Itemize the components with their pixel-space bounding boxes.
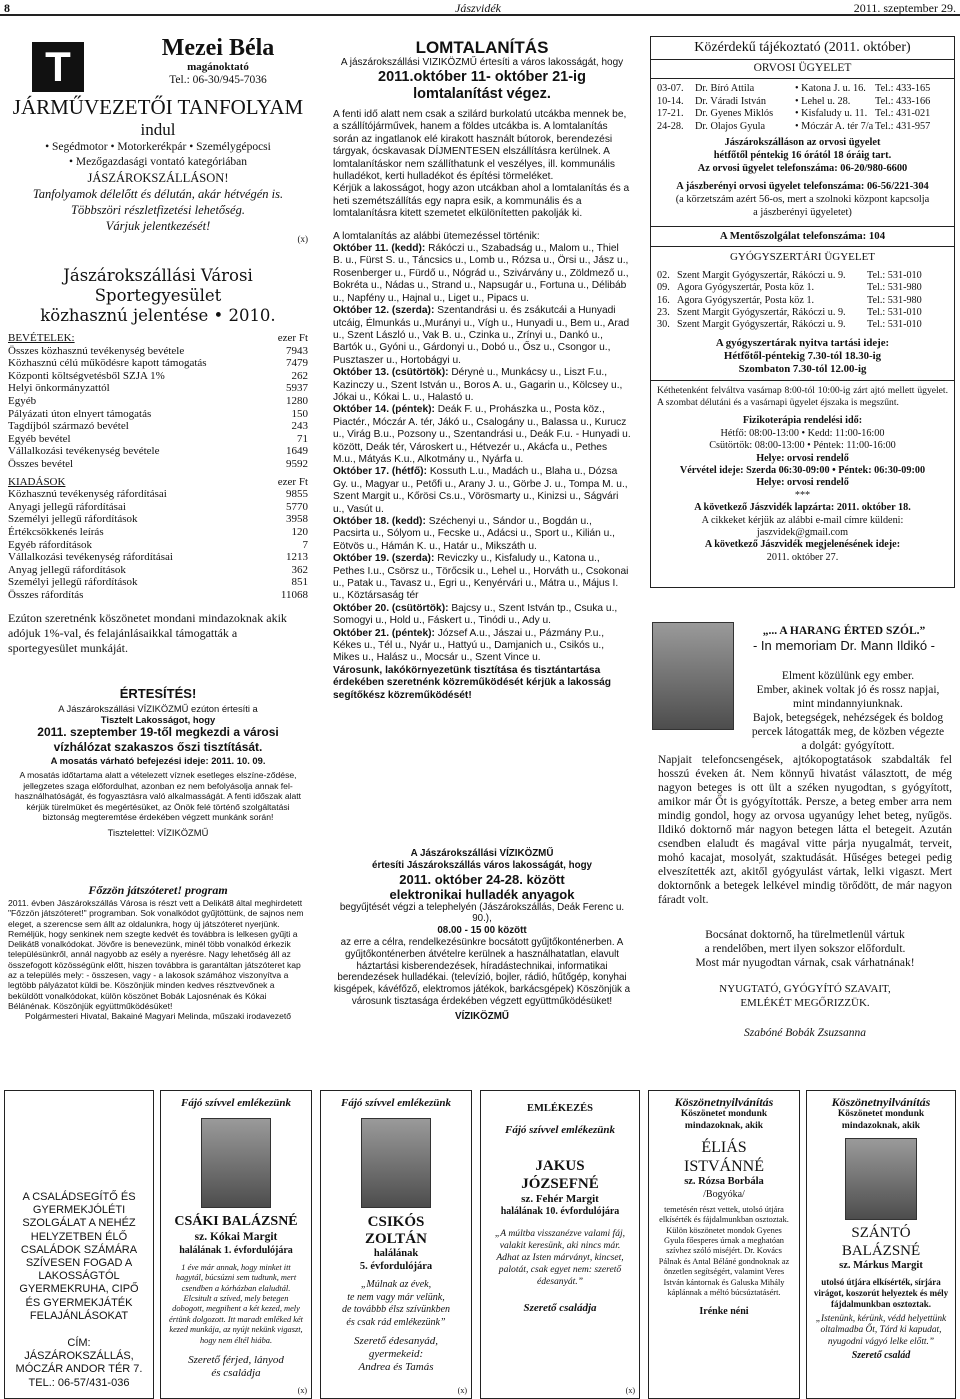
unit-label: ezer Ft xyxy=(277,475,308,488)
ad-mark: (x) xyxy=(457,1386,467,1396)
ewaste-sign: VÍZIKÖZMŰ xyxy=(455,1010,509,1022)
obituary-maiden: sz. Fehér Margit xyxy=(521,1192,599,1205)
physio-info: Fizikoterápia rendelési idő: xyxy=(742,415,863,427)
pharmacy-day: 23. xyxy=(657,306,670,318)
thanks-2 xyxy=(806,1090,956,1399)
income-row xyxy=(8,370,308,383)
thanks-nickname: /Bogyóka/ xyxy=(703,1188,745,1200)
schedule-item xyxy=(333,243,631,305)
thanks-heading: Köszönetnyilvánítás xyxy=(674,1095,774,1109)
pharmacy-day: 02. xyxy=(657,269,670,281)
thanks-name: SZÁNTÓ xyxy=(851,1225,911,1242)
income-row xyxy=(8,433,308,446)
ewaste-line: elektronikai hulladék anyagok xyxy=(389,886,575,902)
pharmacy-phone: Tel.: 531-980 xyxy=(867,282,922,294)
income-row-label: Összes közhasznú tevékenység bevétele xyxy=(8,344,185,357)
obituary-name: JAKUS xyxy=(535,1157,585,1174)
memoriam-title: - In memoriam Dr. Mann Ildikó - xyxy=(752,638,936,653)
next-issue-info: A következő Jászvidék lapzárta: 2011. október 18. xyxy=(694,502,911,514)
portrait-photo xyxy=(201,1118,271,1208)
expense-row-value: 851 xyxy=(291,576,308,589)
expense-row-label: Személyi jellegű ráfordítások xyxy=(8,513,138,526)
expense-row xyxy=(8,576,308,589)
pharmacy-phone: Tel.: 531-980 xyxy=(867,294,922,306)
obituary-poem: „Múlnak az évek, te nem vagy már velünk, de továbbb élsz szívünkben és csak rád emlékezünk” xyxy=(341,1279,451,1328)
obituary-anniversary: 5. évfordulójára xyxy=(359,1260,433,1272)
expense-row-label: Anyag jellegű ráfordítások xyxy=(8,563,126,576)
duty-heading: ORVOSI ÜGYELET xyxy=(651,59,954,79)
memoriam-body: Napjait telefoncsengések, ajtókopogtatások szabdalták fel hosszú éveken át. Nem könnyű hivatást választott, de még nagyon beteges is ott ült a széken nyugodtan, s gyógyított, amikor már Őt is gyógyították. Persze, a beteg ember arra nem mindig gondol, hogy az orvosa ugyanúgy lehet beteg, nyűgös. Ildikó doktornő már nagyon betegen látta el betegeit. Azután csendben elaludt és magával vitte párja nyugalmát, terveit, mohó kacajat, mosolyát, szaktudását. Hűséges betegei pedig elveszítették azt, akitől gyógyulást vártak, lelki vigaszt. Mert doktornőnk a betegek lelkével mindig törődött, de már nagyon fáradt volt. xyxy=(658,754,952,906)
duty-phone: Tel.: 431-957 xyxy=(875,121,931,133)
duty-info: A jászberényi orvosi ügyelet telefonszáma: 06-56/221-304 xyxy=(676,181,929,193)
portrait-photo xyxy=(845,1138,917,1220)
schedule-list xyxy=(333,243,631,665)
income-row xyxy=(8,445,308,458)
duty-doctor: Dr. Váradi István xyxy=(695,95,767,107)
memoriam-end: NYUGTATÓ, GYÓGYÍTÓ SZAVAIT, EMLÉKÉT MEGŐRIZZÜK. xyxy=(719,983,891,1009)
expense-row-label: Anyagi jellegű ráfordításai xyxy=(8,500,126,513)
schedule-day: Október 17. (hétfő): xyxy=(333,466,427,478)
portrait-photo xyxy=(652,622,734,730)
income-row-value: 71 xyxy=(297,432,308,445)
next-issue-info: A cikkeket kérjük az alábbi e-mail címre küldeni: xyxy=(701,514,904,526)
obituary-2 xyxy=(320,1090,472,1399)
expense-row-value: 3958 xyxy=(286,513,308,526)
family-text: A CSALÁDSEGÍTŐ ÉS GYERMEKJÓLÉTI SZOLGÁLAT A NEHÉZ HELYZETBEN ÉLŐ CSALÁDOK SZÁMÁRA SZÍVESEN FOGAD A LAKOSSÁGTÓL GYERMEKRUHA, CIPŐ ÉS GYERMEKJÁTÉK FELAJÁNLÁSOKAT xyxy=(19,1191,139,1322)
pharmacy-row xyxy=(657,307,948,319)
physio-info: Csütörtök: 08:00-13:00 • Péntek: 11:00-16:00 xyxy=(709,440,896,452)
course-info: Többszöri részletfizetési lehetőség. xyxy=(71,203,245,217)
garbage-line: A jászárokszállási VIZIKÖZMŰ értesíti a város lakosságát, hogy xyxy=(340,57,624,68)
thanks-name: BALÁZSNÉ xyxy=(841,1243,921,1260)
cook-title: Főzzön játszóteret! program xyxy=(88,883,228,897)
schedule-day: Október 18. (kedd): xyxy=(333,516,426,527)
memoriam-poem: Elment közülünk egy ember. Ember, akinek voltak jó és rossz napjai, mint mindannyiunknak. Bajok, betegségek, nehézségek és boldog percek látogatták meg, de közben végezte a dolgát: gyógyított. xyxy=(751,670,945,752)
duty-info: a jászberényi ügyeletet) xyxy=(753,206,852,218)
income-row-value: 150 xyxy=(291,407,308,420)
schedule-day: Október 19. (szerda): xyxy=(333,553,435,565)
schedule-day: Október 13. (csütörtök): xyxy=(333,367,449,379)
expense-row-value: 11068 xyxy=(280,588,308,601)
pharmacy-row xyxy=(657,270,948,282)
income-row-label: Összes bevétel xyxy=(8,457,74,470)
obituary-3 xyxy=(480,1090,640,1399)
expense-row-label: Vállalkozási tevékenység ráfordításai xyxy=(8,551,173,564)
schedule-streets: Szentandrási u. és zsákutcái a Hunyadi utcáig, Élmunkás u.,Murányi u., Vígh u., Hunyadi u., Bem u., Arad u., Szent László u., Vak B. u., Czinka u., Zrínyi u., Dankó u., Bartók u., Gyóni u., Gárdonyi u., Dobó u., Ősz u., Csongor u., Pusztaszer u., Hortobágyi u. xyxy=(333,305,630,366)
pharmacy-hours: Szombaton 7.30-tól 12.00-ig xyxy=(738,363,867,376)
obituary-name: CSÁKI BALÁZSNÉ xyxy=(174,1214,298,1230)
thanks-sign: Irénke néni xyxy=(699,1306,749,1318)
expense-row xyxy=(8,488,308,501)
income-row xyxy=(8,357,308,370)
thanks-maiden: sz. Márkus Margit xyxy=(839,1260,923,1272)
duty-address: • Kisfaludy u. 11. xyxy=(795,108,868,120)
schedule-day: Október 12. (szerda): xyxy=(333,305,435,317)
thanks-sub: mindazoknak, akik xyxy=(684,1120,764,1131)
blood-info: Vérvétel ideje: Szerda 06:30-09:00 • Péntek: 06:30-09:00 xyxy=(679,465,926,477)
category-line: • Mezőgazdasági vontató kategóriában xyxy=(68,156,248,168)
expense-row-value: 7 xyxy=(302,538,308,551)
notice-line: vízhálózat szakaszos őszi tisztítását. xyxy=(53,740,263,754)
course-title: JÁRMŰVEZETŐI TANFOLYAM xyxy=(12,95,304,119)
obituary-heading: Fájó szívvel emlékezünk xyxy=(505,1123,615,1136)
thanks-name: ÉLIÁS xyxy=(701,1139,747,1157)
info-title: Közérdekű tájékoztató (2011. október) xyxy=(694,40,911,55)
obituary-anniversary: halálának xyxy=(373,1248,419,1260)
course-info: Várjuk jelentkezését! xyxy=(105,219,211,233)
garbage-notice xyxy=(333,38,631,702)
income-row-label: Helyi önkormányzattól xyxy=(8,382,110,395)
sport-title-2: közhasznú jelentése • 2010. xyxy=(40,306,276,325)
schedule-item xyxy=(333,603,631,628)
expense-row-value: 362 xyxy=(291,563,308,576)
expense-row-value: 9855 xyxy=(286,488,308,501)
pharmacy-heading: GYÓGYSZERTÁRI ÜGYELET xyxy=(729,250,876,263)
expense-row-value: 120 xyxy=(291,525,308,538)
income-row xyxy=(8,345,308,358)
cook-body: 2011. évben Jászárokszállás Városa is részt vett a Delikát8 által meghirdetett "Főzzön játszóteret!" programban. Sok vonalkódot gyűjtöttünk, de sajnos nem eleget, a szerencse sem állt az oldalunkra, hogy új játszóteret nyerjünk. Reméljük, hogy senkinek nem szegte kedvét és továbbra is lelkesen gyűjti a Delikát8 vonalkódokat. Jövőre is benevezünk, minél több vonalkód érkezik településünkről, annál nagyobb az esély a nyerésre. Nagy lehetőség áll az összefogott közösségünk előtt, hiszen továbbra is garantáltan játszóteret kap az a település mely: - összesen, vagy - a lakosok számához viszonyítva a legtöbb pályázatot küldi be. Köszönjük minden kedves résztvevőnek a beküldött vonalkódokat, külön köszönet Bobák Lajosnénak és Kókai Bélánénak. Köszönjük együttműködésüket! xyxy=(8,898,304,1011)
expense-row-label: Egyéb ráfordítások xyxy=(8,538,92,551)
duty-phone: Tel.: 433-166 xyxy=(875,95,931,107)
pharmacy-name: Szent Margit Gyógyszertár, Rákóczi u. 9. xyxy=(677,319,846,331)
expense-row-value: 1213 xyxy=(286,551,308,564)
cook-playground xyxy=(8,882,308,1058)
pharmacy-hours: A gyógyszertárak nyitva tartási ideje: xyxy=(715,337,890,350)
income-row-label: Egyéb bevétel xyxy=(8,432,71,445)
income-row-label: Egyéb xyxy=(8,394,37,407)
duty-row xyxy=(657,83,948,96)
notice-title: ÉRTESÍTÉS! xyxy=(119,686,197,701)
duty-row xyxy=(657,121,948,134)
duty-days: 17-21. xyxy=(657,108,684,120)
schedule-streets: József A.u., Jászai u., Pázmány P.u., Kékes u., Tél u., Nyár u., Hattyú u., Damjanich u., Csikós u., Mikes u., Halász u., Mocsár u., Szent Vince u. xyxy=(333,627,605,664)
ambulance-phone: A Mentőszolgálat telefonszáma: 104 xyxy=(651,226,954,247)
schedule-day: Október 21. (péntek): xyxy=(333,627,435,639)
schedule-item xyxy=(333,305,631,367)
sport-report xyxy=(8,266,308,656)
expense-heading: KIADÁSOK xyxy=(8,475,66,488)
next-issue-info: A következő Jászvidék megjelenésének ideje: xyxy=(704,539,901,551)
expense-row-label: Személyi jellegű ráfordítások xyxy=(8,576,138,589)
obituary-poem: 1 éve már annak, hogy minket itt hagytál, búcsúzni sem tudtunk, mert csendben a kórházban elaludtál. Elcsitult a szíved, mely betegen dobogott, megpihent a két kezed, mely értünk dolgozott. Itt maradt emléked két kezed munkája, az nyújt nekünk vigaszt, hogy nem éltél hiába. xyxy=(169,1262,303,1345)
thanks-heading: Köszönetnyilvánítás xyxy=(831,1095,931,1109)
unit-label: ezer Ft xyxy=(277,332,308,344)
garbage-paragraph: A fenti idő alatt nem csak a szilárd burkolatú utcákba mennek be, a szállítójárművek, hanem a földes utcákba is. A lomtalanítás során az ingatlanok elé kirakott használt bútorok, berendezési tárgyak, ócskavasak DÍJMENTESEN elszállításra kerülnek. A lomtalanításkor nem szállíthatunk el veszélyes, ill. kommunális hulladékot, kerti hulladékot és építési törmeléket. xyxy=(333,109,627,183)
issue-date: 2011. szeptember 29. xyxy=(853,1,956,15)
income-row xyxy=(8,420,308,433)
sport-thanks: Ezúton szeretnénk köszönetet mondani mindazoknak akik adójuk 1%-val, és felajánlásaikkal támogatták a sportegyesület munkáját. xyxy=(8,611,287,656)
course-info: Tanfolyamok délelőtt és délután, akár hétvégén is. xyxy=(32,187,284,201)
thanks-sub: Köszönetet mondunk xyxy=(680,1109,768,1120)
duty-info: Jászárokszálláson az orvosi ügyelet xyxy=(724,136,881,148)
water-notice xyxy=(8,685,308,863)
e-waste-notice xyxy=(333,848,631,1044)
income-row-label: Közhasznú célú működésre kapott támogatás xyxy=(8,357,207,370)
schedule-streets: Rákóczi u., Szabadság u., Malom u., Thiel B. u., Fürst S. u., Táncsics u., Lomb u., Rózsa u., Örsi u., Jász u., Rosenberger u., Fürdő u., Nógrád u., Szivárvány u., Zöldmező u., Bokréta u., Nádas u., Strand u., Napsugár u., Fortuna u., Délibáb u., Napfény u., Hajnal u., Liget u., Pipacs u. xyxy=(333,243,629,304)
schedule-item xyxy=(333,404,631,466)
ewaste-line: értesíti Jászárokszállás város lakosságát, hogy xyxy=(372,859,592,871)
schedule-streets: Dérynė u., Munkácsy u., Liszt F.u., Kazinczy u., Szent István u., Boros A. u., Gagarin u., Kölcsey u., Jókai u., Kókai L. u., Halastó u. xyxy=(333,367,623,403)
ewaste-line: 08.00 - 15 00 között xyxy=(437,925,527,937)
income-row-value: 243 xyxy=(291,420,308,433)
schedule-streets: Deák F. u., Prohászka u., Posta köz., Piactér., Móczár A. tér, Jákó u., Csalogány u., Balassa u., Kurucz u., Virág B.u., Pozsony u., Szentandrási u., Deák F.u. - Hunyadi u. között, Deák tér, Városkert u., Hétvezér u., Akácfa u., Pethes M.u., Mátyás K.u., Alkotmány u., Nyárfa u. xyxy=(333,404,631,465)
cook-sign: Polgármesteri Hivatal, Bakainé Magyari Melinda, műszaki irodavezető xyxy=(24,1011,292,1022)
pharmacy-note: Kéthetenként felváltva vasárnap 8:00-tól 10:00-ig zárt ajtó mellett ügyelet. A szombat délutáni és a vasárnapi ügyelet éjszaka is megszűnt. xyxy=(651,380,954,411)
duty-row xyxy=(657,108,948,121)
thanks-poem: „Istenünk, kérünk, védd helyettünk oltalmadba Őt, Tárd ki kapudat, nyugodni vágyó lelke előtt.” xyxy=(815,1313,947,1347)
pharmacy-row xyxy=(657,319,948,331)
income-row-value: 7479 xyxy=(286,357,308,370)
thanks-sign: Szerető család xyxy=(851,1349,911,1361)
family-address: TEL.: 06-57/431-036 xyxy=(28,1376,130,1389)
income-row-value: 9592 xyxy=(286,457,308,470)
duty-address: • Katona J. u. 16. xyxy=(795,82,866,94)
schedule-streets: Reviczky u., Kisfaludy u., Katona u., Pethes I.u., Csörsz u., Törőcsik u., Lehel u., Horváth u., Csokonai u., Patak u., Tavasz u., Egri u., Kenyérvári u., Mátra u., Május I. u., Köztársaság tér xyxy=(333,553,629,602)
pharmacy-phone: Tel.: 531-010 xyxy=(867,306,922,318)
physio-info: Helye: orvosi rendelő xyxy=(756,452,849,464)
obituary-sign: Szerető édesanyád, gyermekeid: Andrea és Tamás xyxy=(354,1335,438,1373)
pharmacy-day: 30. xyxy=(657,319,670,331)
ewaste-line: begyűjtését végzi a telephelyén (Jászárokszállás, Deák Ferenc u. 90.), xyxy=(339,901,625,925)
pharmacy-row xyxy=(657,295,948,307)
expense-row xyxy=(8,526,308,539)
ad-mark: (x) xyxy=(625,1386,635,1396)
expense-row xyxy=(8,501,308,514)
memoriam xyxy=(650,614,955,1074)
next-issue-info: 2011. október 27. xyxy=(766,551,839,563)
pharmacy-phone: Tel.: 531-010 xyxy=(867,319,922,331)
physio-info: Hétfő: 08:00-13:00 • Kedd: 11:00-16:00 xyxy=(720,427,885,439)
thanks-1 xyxy=(648,1090,800,1399)
schedule-day: Október 20. (csütörtök): xyxy=(333,602,449,614)
expense-row xyxy=(8,564,308,577)
schedule-item xyxy=(333,466,631,516)
obituary-heading: Fájó szívvel emlékezünk xyxy=(181,1097,291,1109)
instructor-role: magánoktató xyxy=(187,61,249,73)
expense-list xyxy=(8,488,308,601)
schedule-item xyxy=(333,367,631,404)
thanks-name: ISTVÁNNÉ xyxy=(684,1158,764,1176)
obituary-poem: „A múltba visszanézve valami fáj, valakit keresünk, aki nincs már. Adhat az Isten márványt, kincset, palotát, csak egyet nem: szerető édesanyát.” xyxy=(494,1227,626,1287)
garbage-paragraph: Kérjük a lakosságot, hogy azon utcákban ahol a lomtalanítás és a heti szemétszállítás egy napra esik, a kommunális és a lomtalanításra kitett szemetet elkülönítetten pakolják ki. xyxy=(333,183,630,220)
duty-phone: Tel.: 431-021 xyxy=(875,108,931,120)
garbage-line: lomtalanítást végez. xyxy=(413,86,551,102)
expense-row-label: Összes ráfordítás xyxy=(8,588,84,601)
income-row xyxy=(8,408,308,421)
public-info xyxy=(650,36,955,588)
thanks-body: utolsó útjára elkísérték, sírjára virágot, koszorút helyeztek és mély fájdalmunkban osztoztak. xyxy=(813,1276,949,1309)
income-row xyxy=(8,382,308,395)
logo-t: T xyxy=(32,42,84,92)
schedule-day: Október 14. (péntek): xyxy=(333,404,435,416)
duty-address: • Móczár A. tér 7/a xyxy=(795,121,874,133)
duty-info: Az orvosi ügyelet telefonszáma: 06-20/980-6600 xyxy=(697,162,908,174)
pharmacy-name: Szent Margit Gyógyszertár, Rákóczi u. 9. xyxy=(677,306,846,318)
pharmacy-table xyxy=(657,270,948,331)
duty-phone: Tel.: 433-165 xyxy=(875,82,931,94)
course-place: JÁSZÁROKSZÁLLÁSON! xyxy=(87,171,229,185)
duty-info: hétfőtől péntekig 16 órától 18 óráig tart. xyxy=(713,149,892,161)
garbage-line: 2011.október 11- október 21-ig xyxy=(378,69,586,85)
notice-line: Tisztelt Lakosságot, hogy xyxy=(100,714,216,725)
expense-row-value: 5770 xyxy=(286,500,308,513)
thanks-sub: Köszönetet mondunk xyxy=(837,1109,925,1120)
notice-line: A Jászárokszállási VÍZIKÖZMŰ ezúton értesíti a xyxy=(58,703,258,714)
duty-table xyxy=(657,83,948,134)
income-row xyxy=(8,458,308,471)
duty-days: 24-28. xyxy=(657,121,684,133)
income-row-label: Tagdíjból származó bevétel xyxy=(8,420,129,433)
garbage-title: LOMTALANÍTÁS xyxy=(415,38,549,57)
family-address: JÁSZÁROKSZÁLLÁS, MÓCZÁR ANDOR TÉR 7. xyxy=(15,1350,143,1376)
obituary-heading: Fájó szívvel emlékezünk xyxy=(341,1097,451,1109)
obituary-name: JÓZSEFNÉ xyxy=(521,1175,599,1192)
instructor-name: Mezei Béla xyxy=(161,35,275,61)
driving-school-ad xyxy=(8,30,308,258)
expense-row xyxy=(8,513,308,526)
page-number: 8 xyxy=(4,1,10,15)
obituary-name: ZOLTÁN xyxy=(365,1231,427,1248)
schedule-item xyxy=(333,628,631,665)
duty-doctor: Dr. Bíró Attila xyxy=(695,82,755,94)
pharmacy-day: 16. xyxy=(657,294,670,306)
pharmacy-name: Agora Gyógyszertár, Posta köz 1. xyxy=(677,294,815,306)
obituary-anniversary: halálának 10. évfordulójára xyxy=(500,1205,620,1217)
notice-sign: Tisztelettel: VÍZIKÖZMŰ xyxy=(107,826,209,838)
garbage-end: Városunk, lakókörnyezetünk tisztítása és tisztántartása érdekében szeretnénk közreműködését kérjük a lakosság segítőkész közreműködését! xyxy=(333,664,612,701)
ad-mark: (x) xyxy=(297,234,308,244)
thanks-maiden: sz. Rózsa Borbála xyxy=(684,1176,764,1188)
blood-info: Helye: orvosi rendelő xyxy=(756,477,849,489)
obituary-name: CSIKÓS xyxy=(367,1214,425,1231)
income-row-label: Vállalkozási tevékenység bevétele xyxy=(8,445,160,458)
family-address: CÍM: xyxy=(67,1337,91,1350)
schedule-streets: Kossuth L.u., Madách u., Blaha u., Dózsa Gy. u., Magyar u., Petőfi u., Arany J. u., Görbe J. u., Tompa M. u., Szent Margit u., Kőrösi Cs.u., Vörösmarty u., Kinizsi u., Ságvári u., Vasút u. xyxy=(333,466,628,515)
expense-row-label: Közhasznú tevékenység ráfordításai xyxy=(8,488,167,501)
duty-doctor: Dr. Olajos Gyula xyxy=(695,121,766,133)
income-row-value: 7943 xyxy=(286,344,308,357)
schedule-day: Október 11. (kedd): xyxy=(333,243,426,255)
expense-row xyxy=(8,551,308,564)
pharmacy-name: Agora Gyógyszertár, Posta köz 1. xyxy=(677,282,815,294)
obituary-heading: EMLÉKEZÉS xyxy=(527,1103,593,1114)
paper-name: Jászvidék xyxy=(455,1,501,15)
schedule-heading: A lomtalanítás az alábbi ütemezéssel történik: xyxy=(333,230,540,242)
expense-row xyxy=(8,539,308,552)
notice-line: 2011. szeptember 19-től megkezdi a városi xyxy=(37,725,279,739)
portrait-photo xyxy=(361,1118,431,1208)
family-service-ad xyxy=(4,1090,154,1399)
expense-row xyxy=(8,589,308,602)
pharmacy-hours: Hétfőtől-péntekig 7.30-tól 18.30-ig xyxy=(723,350,882,363)
schedule-item xyxy=(333,516,631,553)
income-row xyxy=(8,395,308,408)
ewaste-line: 2011. október 24-28. között xyxy=(399,871,565,887)
duty-doctor: Dr. Gyenes Miklós xyxy=(695,108,774,120)
memoriam-sign: Szabóné Bobák Zsuzsanna xyxy=(743,1027,867,1039)
duty-days: 10-14. xyxy=(657,95,684,107)
duty-row xyxy=(657,96,948,109)
ad-mark: (x) xyxy=(297,1386,307,1396)
thanks-sub: mindazoknak, akik xyxy=(841,1120,921,1131)
thanks-body: temetésén részt vettek, utolsó útjára elkísérték és fájdalmunkban osztoztak. Külön köszönetet mondok Gyenes Gyula főesperes úrnak a meghatóan szívhez szóló miséjért. Dr. Kovács Pálnak és Antal Béláné gondnoknak az önzetlen segítségért, valamint Veres István kántornak és Galuska Mihály káplánnak a méltó búcsúztatásért. xyxy=(658,1204,790,1298)
duty-days: 03-07. xyxy=(657,82,684,94)
income-row-value: 262 xyxy=(291,369,308,382)
schedule-item xyxy=(333,553,631,603)
pharmacy-row xyxy=(657,282,948,294)
email-text: jaszvidek@gmail.com xyxy=(756,527,849,539)
memoriam-title: „... A HARANG ÉRTED SZÓL.” xyxy=(762,625,926,637)
ewaste-line: A Jászárokszállási VÍZIKÖZMŰ xyxy=(410,848,554,859)
pharmacy-day: 09. xyxy=(657,282,670,294)
income-row-label: Pályázati úton elnyert támogatás xyxy=(8,407,152,420)
expense-row-label: Értékcsökkenés leírás xyxy=(8,525,104,538)
duty-info: (a körzetszám azért 56-os, mert a szolnoki központ kapcsolja xyxy=(675,194,930,206)
notice-line: A mosatás várható befejezési ideje: 2011. 10. 09. xyxy=(50,755,266,766)
memoriam-poem-2: Bocsánat doktornő, ha türelmetlenül vártuk a rendelőben, mert ilyen sokszor előfordult. Most már nyugodtan várnak, csak várhatnának! xyxy=(695,929,915,969)
obituary-1 xyxy=(160,1090,312,1399)
obituary-anniversary: halálának 1. évfordulójára xyxy=(179,1244,293,1256)
pharmacy-phone: Tel.: 531-010 xyxy=(867,269,922,281)
sport-title: Jászárokszállási Városi Sportegyesület xyxy=(63,266,253,305)
obituary-sign: Szerető férjed, lányod és családja xyxy=(188,1354,284,1380)
obituary-maiden: sz. Kókai Margit xyxy=(194,1230,278,1243)
schedule-streets: Bajcsy u., Szent István tp., Csuka u., Somogyi u., Hold u., Fáskert u., Tinódi u., Ady u. xyxy=(333,602,618,627)
income-row-value: 1649 xyxy=(286,445,308,458)
income-row-label: Központi költségvetésből SZJA 1% xyxy=(8,369,165,382)
income-heading: BEVÉTELEK: xyxy=(8,332,75,344)
income-list xyxy=(8,345,308,471)
course-sub: indul xyxy=(140,120,176,139)
income-row-value: 1280 xyxy=(286,394,308,407)
income-row-value: 5937 xyxy=(286,382,308,395)
duty-address: • Lehel u. 28. xyxy=(795,95,851,107)
obituary-sign: Szerető családja xyxy=(523,1301,597,1314)
page-header xyxy=(0,0,960,16)
separator: *** xyxy=(794,489,811,501)
category-line: • Segédmotor • Motorkerékpár • Személygépocsi xyxy=(45,141,271,153)
pharmacy-name: Szent Margit Gyógyszertár, Rákóczi u. 9. xyxy=(677,269,846,281)
schedule-streets: Széchenyi u., Sándor u., Bogdán u., Pacsirta u., Sólyom u., Fecske u., Adácsi u., Sport u., Kilián u., Eötvös u., Hámán K. u., Határ u., Mikszáth u. xyxy=(333,516,615,552)
notice-body: A mosatás időtartama alatt a vételezett víznek esetleges elszíne-ződése, jellegzetes szaga előfordulhat, azonban ez nem befolyásolja annak fel-használhatóságát, és fogyasztásra való alkalmasságát. A fenti időszak alatt kérjük türelmüket és megértésüket, az Önök felé történő szolgáltatási biztonság megteremtése érdekében végzett munkánk során! xyxy=(14,770,302,822)
instructor-phone: Tel.: 06-30/945-7036 xyxy=(169,74,267,87)
ewaste-body: az erre a célra, rendelkezésünkre bocsátott gyűjtőkonténerben. A gyűjtőkonténerben átvételre kerülnek a használhatatlan, elavult háztartási kisberendezések, híradástechnikai, informatikai berendezések hulladékai. (televízió, bojler, rádió, hűtőgép, konyhai kisgépek, kávéfőző, elektromos játékok, barkácsgépek) Köszönjük a városunk tisztasága érdekében végzett együttműködésüket! xyxy=(333,936,631,1007)
